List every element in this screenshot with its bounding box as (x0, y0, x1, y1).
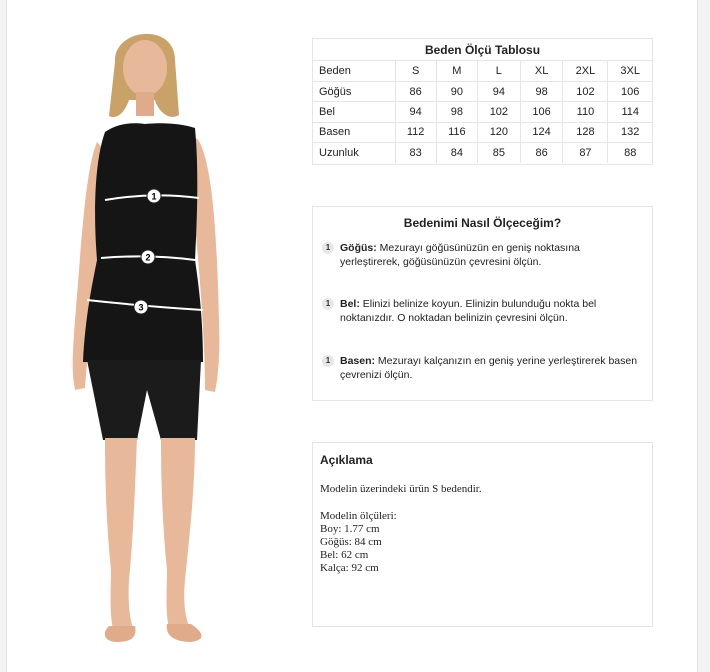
step-text: Mezurayı kalçanızın en geniş yerine yerleştirerek basen çevrenizi ölçün. (340, 355, 638, 381)
marker-2 (141, 250, 155, 264)
table-row (313, 143, 652, 163)
table-cell: 84 (436, 143, 477, 163)
measurements-heading: Modelin ölçüleri: (320, 510, 397, 522)
garment-shorts (87, 360, 201, 440)
table-cell: 88 (624, 147, 637, 159)
table-cell: 102 (478, 102, 521, 122)
svg-text:1: 1 (151, 191, 157, 202)
step-key: Basen: (340, 355, 376, 367)
table-row (313, 81, 652, 101)
marker-1 (147, 189, 161, 203)
table-cell: 114 (608, 102, 652, 122)
row-label: Göğüs (313, 81, 395, 101)
table-cell: 86 (395, 81, 436, 101)
table-cell: 98 (520, 81, 563, 101)
table-cell: 116 (436, 122, 477, 142)
measurement-chest: Göğüs: 84 cm (320, 536, 382, 548)
model-size-note: Modelin üzerindeki ürün S bedendir. (320, 483, 482, 495)
step-number-badge: 1 (322, 242, 334, 254)
garment-top (83, 123, 203, 362)
table-cell: 102 (563, 81, 608, 101)
how-to-measure-title: Bedenimi Nasıl Ölçeceğim? (403, 216, 562, 230)
size-header-3xl: 3XL (608, 61, 652, 81)
row-label: Basen (313, 122, 395, 142)
step-key: Bel: (340, 298, 360, 310)
size-chart-header-row (313, 61, 652, 81)
table-cell: 83 (395, 143, 436, 163)
measurement-hip: Kalça: 92 cm (320, 562, 379, 574)
measurement-waist: Bel: 62 cm (320, 549, 369, 561)
table-cell: 110 (563, 102, 608, 122)
table-header-label: Beden (313, 61, 395, 81)
table-cell: 106 (608, 81, 652, 101)
table-cell: 98 (436, 102, 477, 122)
size-header-m: M (436, 61, 477, 81)
how-to-measure-card (312, 206, 653, 401)
step-key: Göğüs: (340, 242, 377, 254)
step-text: Mezurayı göğüsünüzün en geniş noktasına yerleştirerek, göğüsünüzün çevresini ölçün. (340, 242, 580, 268)
model-illustration (57, 20, 237, 655)
measurement-height: Boy: 1.77 cm (320, 523, 380, 535)
description-title: Açıklama (320, 453, 373, 467)
size-chart-title: Beden Ölçü Tablosu (313, 39, 652, 61)
table-cell: 90 (436, 81, 477, 101)
table-cell: 86 (520, 143, 563, 163)
table-cell: 120 (478, 122, 521, 142)
svg-text:2: 2 (145, 252, 151, 263)
svg-text:3: 3 (138, 302, 144, 313)
table-cell: 94 (395, 102, 436, 122)
size-header-l: L (478, 61, 521, 81)
table-row (313, 102, 652, 122)
size-guide-sheet (6, 0, 698, 672)
table-cell: 87 (563, 143, 608, 163)
model-figure (57, 20, 237, 655)
measure-step-waist (322, 297, 640, 325)
row-label: Bel (313, 102, 395, 122)
measure-step-hip (322, 354, 640, 382)
size-header-2xl: 2XL (563, 61, 608, 81)
step-text: Elinizi belinize koyun. Elinizin bulunduğu nokta bel noktanızdır. O noktadan belinizin çevresini ölçün. (340, 298, 597, 324)
table-cell: 128 (563, 122, 608, 142)
marker-3 (134, 300, 148, 314)
step-number-badge: 1 (322, 298, 334, 310)
table-cell: 132 (608, 122, 652, 142)
row-label: Uzunluk (313, 143, 395, 163)
table-cell: 106 (520, 102, 563, 122)
size-chart-table (313, 61, 652, 163)
table-cell: 94 (478, 81, 521, 101)
size-header-xl: XL (520, 61, 563, 81)
size-chart-card (312, 38, 653, 165)
step-number-badge: 1 (322, 355, 334, 367)
size-header-s: S (395, 61, 436, 81)
table-row (313, 122, 652, 142)
table-cell: 124 (520, 122, 563, 142)
table-cell: 85 (478, 143, 521, 163)
measure-step-chest (322, 241, 640, 269)
description-card (312, 442, 653, 627)
table-cell: 112 (395, 122, 436, 142)
